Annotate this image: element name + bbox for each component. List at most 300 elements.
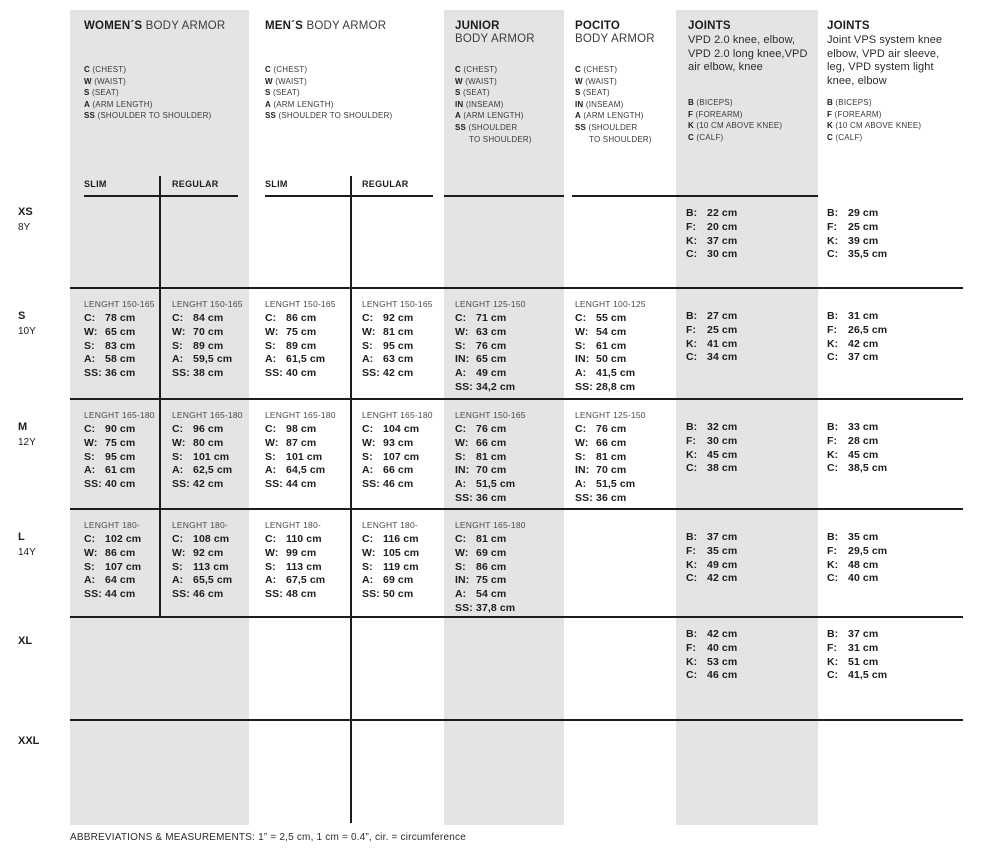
legend-item: [455, 110, 555, 122]
measurement-key: SS:: [265, 478, 283, 491]
measurement-line: [362, 353, 433, 367]
measurement-line: [362, 478, 433, 492]
legend-desc: (CHEST): [273, 65, 308, 74]
measurement-key: W:: [265, 546, 279, 559]
cell-length-range: LENGHT 150-165: [84, 299, 155, 309]
measurement-line: [172, 533, 232, 547]
measurement-value: 81 cm: [476, 533, 507, 545]
measurement-value: 42 cm: [707, 628, 738, 640]
measurement-line: [686, 235, 737, 249]
measurement-value: 69 cm: [383, 574, 414, 587]
measurement-line: [84, 340, 155, 354]
legend-desc: (10 CM ABOVE KNEE): [696, 121, 783, 131]
measurement-key: SS:: [172, 588, 190, 601]
measurement-key: F:: [827, 220, 838, 233]
cell-joints2-l: [827, 531, 887, 586]
cell-joints2-xs: [827, 207, 887, 262]
legend-item: [827, 132, 967, 144]
measurement-line: [84, 478, 155, 492]
legend-item: [84, 110, 254, 122]
measurement-line: [686, 559, 737, 573]
cell-length-range: LENGHT 180-: [362, 520, 418, 530]
measurement-key: K:: [686, 337, 698, 350]
legend-desc: (INSEAM): [585, 99, 624, 109]
measurement-line: [455, 478, 526, 492]
measurement-value: 48 cm: [848, 558, 879, 571]
measurement-key: S:: [265, 560, 276, 573]
measurement-line: [827, 669, 887, 683]
measurement-value: 75 cm: [476, 574, 507, 587]
measurement-key: SS:: [84, 367, 102, 380]
legend-item: [827, 97, 967, 109]
measurement-key: F:: [827, 544, 838, 557]
measurement-key: C:: [84, 312, 96, 324]
measurement-line: [362, 464, 433, 478]
measurement-key: SS:: [265, 588, 283, 601]
measurement-key: F:: [686, 434, 697, 447]
measurement-key: S:: [575, 339, 586, 352]
measurement-key: C:: [172, 423, 184, 435]
measurement-value: 42 cm: [193, 478, 224, 491]
measurement-line: [827, 435, 887, 449]
measurement-line: [575, 464, 646, 478]
measurement-key: SS:: [575, 491, 593, 504]
measurement-key: S:: [84, 339, 95, 352]
measurement-value: 80 cm: [193, 436, 224, 449]
cell-length-range: LENGHT 180-: [84, 520, 140, 530]
measurement-key: B:: [827, 421, 839, 433]
measurement-key: S:: [455, 560, 466, 573]
column-title-strong: WOMEN´S: [84, 20, 143, 32]
measurement-value: 34 cm: [707, 351, 738, 364]
column-title-strong: JOINTS: [688, 20, 731, 32]
measurement-value: 76 cm: [596, 423, 627, 435]
measurement-line: [455, 340, 526, 354]
legend-item: [265, 76, 435, 88]
measurement-value: 64 cm: [105, 574, 136, 587]
measurement-key: IN:: [455, 464, 470, 477]
column-title-womens: [84, 20, 225, 33]
measurement-value: 89 cm: [286, 339, 317, 352]
legend-item: [265, 87, 435, 99]
cell-length-range: LENGHT 180-: [265, 520, 321, 530]
measurement-line: [84, 367, 155, 381]
measurement-key: C:: [575, 423, 587, 435]
legend-key: C: [575, 65, 581, 74]
measurement-line: [84, 423, 155, 437]
measurement-key: B:: [827, 207, 839, 219]
measurement-line: [575, 381, 646, 395]
measurement-key: C:: [455, 533, 467, 545]
legend-desc: (ARM LENGTH): [273, 99, 334, 109]
legend-desc: (SHOULDER TO SHOULDER): [97, 111, 212, 121]
measurement-key: C:: [265, 423, 277, 435]
measurement-value: 22 cm: [707, 207, 738, 219]
legend-desc: (SEAT): [91, 88, 119, 98]
measurement-key: K:: [686, 448, 698, 461]
measurement-value: 61 cm: [596, 339, 627, 352]
measurement-value: 37 cm: [848, 628, 879, 640]
legend-desc: (ARM LENGTH): [583, 111, 644, 121]
measurement-value: 95 cm: [383, 339, 414, 352]
measurement-line: [575, 353, 646, 367]
legend-key: W: [575, 76, 583, 86]
measurement-key: K:: [827, 558, 839, 571]
measurement-key: F:: [827, 323, 838, 336]
size-age: 14Y: [18, 547, 36, 558]
measurement-key: IN:: [575, 353, 590, 366]
cell-womens_slim-l: [84, 519, 141, 602]
measurement-value: 40 cm: [105, 478, 136, 491]
measurement-line: [172, 478, 243, 492]
measurement-key: C:: [362, 312, 374, 324]
legend-item: [688, 97, 818, 109]
measurement-value: 92 cm: [193, 546, 224, 559]
cell-joints1-xs: [686, 207, 737, 262]
junior-top-rule: [444, 195, 564, 197]
legend-key: W: [84, 76, 92, 86]
row-divider-line: [70, 287, 963, 289]
measurement-key: B:: [686, 421, 698, 433]
legend-desc: (SEAT): [462, 88, 490, 98]
measurement-key: S:: [575, 450, 586, 463]
measurement-value: 101 cm: [286, 450, 323, 463]
measurement-key: W:: [455, 546, 469, 559]
measurement-line: [827, 351, 887, 365]
column-legend-joints1: [688, 97, 818, 143]
measurement-value: 35,5 cm: [848, 248, 888, 261]
measurement-line: [265, 533, 325, 547]
cell-womens_regular-s: [172, 298, 243, 381]
measurement-value: 107 cm: [105, 560, 142, 573]
column-title-mens: [265, 20, 386, 33]
legend-desc: (WAIST): [275, 76, 307, 86]
cell-womens_regular-m: [172, 409, 243, 492]
measurement-value: 86 cm: [105, 546, 136, 559]
measurement-line: [265, 588, 325, 602]
measurement-line: [84, 464, 155, 478]
legend-desc: (CALF): [835, 132, 863, 142]
subcolumn-label-slim: SLIM: [84, 179, 107, 189]
measurement-line: [827, 449, 887, 463]
measurement-line: [827, 642, 887, 656]
cell-womens_regular-l: [172, 519, 232, 602]
measurement-key: SS:: [84, 588, 102, 601]
measurement-line: [172, 312, 243, 326]
footer-note: ABBREVIATIONS & MEASUREMENTS: 1” = 2,5 cm, 1 cm = 0.4”, cir. = circumference: [70, 832, 466, 843]
measurement-line: [84, 588, 141, 602]
measurement-line: [362, 451, 433, 465]
measurement-value: 35 cm: [848, 531, 879, 543]
measurement-value: 113 cm: [286, 560, 322, 573]
legend-key: K: [827, 121, 833, 131]
measurement-value: 49 cm: [707, 558, 738, 571]
measurement-line: [84, 574, 141, 588]
measurement-line: [455, 451, 526, 465]
cell-joints1-xl: [686, 628, 737, 683]
measurement-value: 30 cm: [707, 434, 738, 447]
legend-item: [575, 110, 675, 122]
size-label-l: [18, 530, 36, 560]
cell-length-range: LENGHT 165-180: [84, 410, 155, 420]
measurement-key: A:: [265, 353, 277, 366]
size-age: 10Y: [18, 326, 36, 337]
measurement-line: [265, 312, 336, 326]
legend-desc: (SEAT): [582, 88, 610, 98]
measurement-line: [362, 574, 419, 588]
measurement-key: S:: [84, 450, 95, 463]
measurement-value: 66 cm: [596, 436, 627, 449]
cell-length-range: LENGHT 150-165: [455, 410, 526, 420]
measurement-key: W:: [455, 436, 469, 449]
measurement-value: 46 cm: [707, 669, 738, 682]
measurement-line: [172, 547, 232, 561]
legend-item: [84, 99, 254, 111]
measurement-line: [172, 588, 232, 602]
size-name: XS: [18, 206, 33, 218]
measurement-line: [575, 326, 646, 340]
measurement-value: 110 cm: [286, 533, 322, 545]
legend-desc: (10 CM ABOVE KNEE): [835, 121, 922, 131]
measurement-value: 49 cm: [476, 367, 507, 380]
measurement-value: 67,5 cm: [286, 574, 326, 587]
measurement-key: C:: [265, 533, 277, 545]
measurement-line: [84, 451, 155, 465]
measurement-key: C:: [686, 351, 698, 364]
measurement-key: W:: [84, 325, 98, 338]
size-label-xs: [18, 205, 33, 235]
measurement-line: [455, 547, 526, 561]
measurement-line: [827, 421, 887, 435]
measurement-value: 61 cm: [105, 464, 136, 477]
measurement-value: 65,5 cm: [193, 574, 233, 587]
measurement-key: SS:: [362, 588, 380, 601]
measurement-line: [686, 642, 737, 656]
cell-length-range: LENGHT 150-165: [265, 299, 336, 309]
size-label-m: [18, 420, 36, 450]
measurement-value: 59,5 cm: [193, 353, 233, 366]
legend-key: A: [265, 99, 271, 109]
legend-key: A: [575, 111, 581, 121]
cell-length-range: LENGHT 150-165: [362, 299, 433, 309]
measurement-key: B:: [686, 531, 698, 543]
measurement-line: [827, 310, 887, 324]
measurement-line: [84, 533, 141, 547]
measurement-line: [84, 312, 155, 326]
measurement-value: 41,5 cm: [596, 367, 636, 380]
size-age: 8Y: [18, 222, 31, 233]
legend-key: SS: [575, 122, 587, 132]
measurement-line: [455, 574, 526, 588]
measurement-value: 25 cm: [707, 323, 738, 336]
legend-desc: (BICEPS): [835, 98, 872, 107]
measurement-line: [172, 574, 232, 588]
measurement-key: SS:: [455, 491, 473, 504]
cell-joints1-s: [686, 310, 737, 365]
cell-pocito-m: [575, 409, 646, 506]
measurement-key: S:: [172, 339, 183, 352]
legend-desc: (CHEST): [92, 65, 127, 74]
measurement-value: 83 cm: [105, 339, 136, 352]
measurement-line: [455, 533, 526, 547]
measurement-line: [827, 248, 887, 262]
measurement-value: 78 cm: [105, 312, 136, 324]
measurement-value: 50 cm: [596, 353, 627, 366]
size-name: M: [18, 421, 28, 433]
measurement-key: W:: [362, 436, 376, 449]
measurement-key: S:: [172, 560, 183, 573]
measurement-value: 70 cm: [476, 464, 507, 477]
measurement-value: 90 cm: [105, 423, 136, 435]
measurement-key: S:: [265, 450, 276, 463]
measurement-line: [362, 588, 419, 602]
measurement-key: C:: [362, 533, 374, 545]
column-subtitle-joints2: Joint VPS system knee elbow, VPD air sleeve, leg, VPD system light knee, elbow: [827, 34, 943, 87]
measurement-key: C:: [84, 423, 96, 435]
measurement-key: A:: [362, 464, 374, 477]
measurement-key: SS:: [265, 367, 283, 380]
measurement-value: 38 cm: [707, 462, 738, 475]
measurement-value: 42 cm: [848, 337, 879, 350]
measurement-value: 63 cm: [383, 353, 414, 366]
cell-mens_slim-l: [265, 519, 325, 602]
cell-mens_regular-s: [362, 298, 433, 381]
measurement-line: [172, 451, 243, 465]
measurement-line: [455, 437, 526, 451]
measurement-key: SS:: [172, 367, 190, 380]
measurement-line: [172, 353, 243, 367]
measurement-line: [265, 561, 325, 575]
mens-slim-regular-divider: [350, 176, 352, 823]
measurement-value: 27 cm: [707, 310, 738, 322]
measurement-value: 31 cm: [848, 310, 879, 322]
measurement-value: 63 cm: [476, 325, 507, 338]
measurement-value: 50 cm: [383, 588, 414, 601]
measurement-line: [265, 340, 336, 354]
measurement-key: A:: [265, 574, 277, 587]
measurement-line: [455, 588, 526, 602]
measurement-value: 29,5 cm: [848, 544, 888, 557]
measurement-key: K:: [686, 655, 698, 668]
legend-key: S: [455, 88, 461, 98]
measurement-line: [455, 561, 526, 575]
legend-key: W: [455, 76, 463, 86]
measurement-key: C:: [686, 669, 698, 682]
measurement-line: [827, 545, 887, 559]
measurement-key: S:: [84, 560, 95, 573]
measurement-line: [686, 421, 737, 435]
measurement-value: 41,5 cm: [848, 669, 888, 682]
measurement-value: 20 cm: [707, 220, 738, 233]
size-label-xxl: [18, 734, 39, 749]
legend-item: [84, 64, 254, 76]
measurement-line: [265, 451, 336, 465]
legend-item: [575, 76, 675, 88]
legend-desc: (FOREARM): [695, 109, 743, 119]
legend-item: [455, 87, 555, 99]
measurement-key: A:: [172, 464, 184, 477]
measurement-key: SS:: [455, 380, 473, 393]
legend-item: [827, 109, 967, 121]
measurement-key: C:: [575, 312, 587, 324]
measurement-key: C:: [455, 312, 467, 324]
measurement-key: W:: [265, 325, 279, 338]
measurement-line: [265, 326, 336, 340]
measurement-value: 87 cm: [286, 436, 317, 449]
subcolumn-label-regular: REGULAR: [172, 179, 219, 189]
size-name: XL: [18, 635, 33, 647]
measurement-value: 36 cm: [476, 491, 507, 504]
measurement-key: W:: [172, 546, 186, 559]
measurement-value: 40 cm: [848, 572, 879, 585]
measurement-line: [827, 324, 887, 338]
measurement-key: S:: [172, 450, 183, 463]
measurement-value: 25 cm: [848, 220, 879, 233]
measurement-value: 99 cm: [286, 546, 317, 559]
legend-desc: (SHOULDER: [588, 122, 638, 132]
measurement-value: 102 cm: [105, 533, 142, 545]
legend-item: [84, 76, 254, 88]
measurement-line: [265, 464, 336, 478]
measurement-key: W:: [362, 546, 376, 559]
cell-length-range: LENGHT 150-165: [172, 299, 243, 309]
measurement-line: [827, 235, 887, 249]
measurement-value: 45 cm: [707, 448, 738, 461]
legend-item: [265, 64, 435, 76]
measurement-line: [362, 423, 433, 437]
legend-desc: (BICEPS): [696, 98, 733, 107]
measurement-value: 44 cm: [105, 588, 136, 601]
subcolumn-label-regular: REGULAR: [362, 179, 409, 189]
measurement-key: B:: [827, 628, 839, 640]
measurement-line: [686, 462, 737, 476]
legend-key: SS: [265, 111, 277, 121]
measurement-value: 81 cm: [476, 450, 507, 463]
legend-item: [265, 110, 435, 122]
measurement-line: [455, 353, 526, 367]
measurement-line: [686, 656, 737, 670]
measurement-value: 54 cm: [596, 325, 627, 338]
measurement-value: 37,8 cm: [476, 601, 516, 614]
legend-desc-cont: TO SHOULDER): [589, 134, 652, 144]
measurement-line: [172, 326, 243, 340]
measurement-key: SS:: [362, 367, 380, 380]
legend-desc: (CALF): [696, 132, 724, 142]
measurement-line: [362, 326, 433, 340]
measurement-line: [686, 531, 737, 545]
cell-length-range: LENGHT 165-180: [265, 410, 336, 420]
measurement-line: [827, 207, 887, 221]
measurement-key: W:: [455, 325, 469, 338]
measurement-value: 107 cm: [383, 450, 420, 463]
measurement-key: S:: [455, 339, 466, 352]
measurement-line: [575, 312, 646, 326]
measurement-value: 58 cm: [105, 353, 136, 366]
measurement-value: 44 cm: [286, 478, 317, 491]
measurement-value: 61,5 cm: [286, 353, 326, 366]
legend-desc: (CHEST): [583, 65, 618, 74]
legend-desc: (WAIST): [94, 76, 126, 86]
row-divider-line: [70, 398, 963, 400]
measurement-line: [686, 248, 737, 262]
measurement-key: A:: [172, 574, 184, 587]
measurement-value: 54 cm: [476, 588, 507, 601]
measurement-value: 40 cm: [286, 367, 317, 380]
measurement-key: C:: [455, 423, 467, 435]
measurement-key: C:: [827, 248, 839, 261]
cell-joints2-s: [827, 310, 887, 365]
measurement-value: 69 cm: [476, 546, 507, 559]
